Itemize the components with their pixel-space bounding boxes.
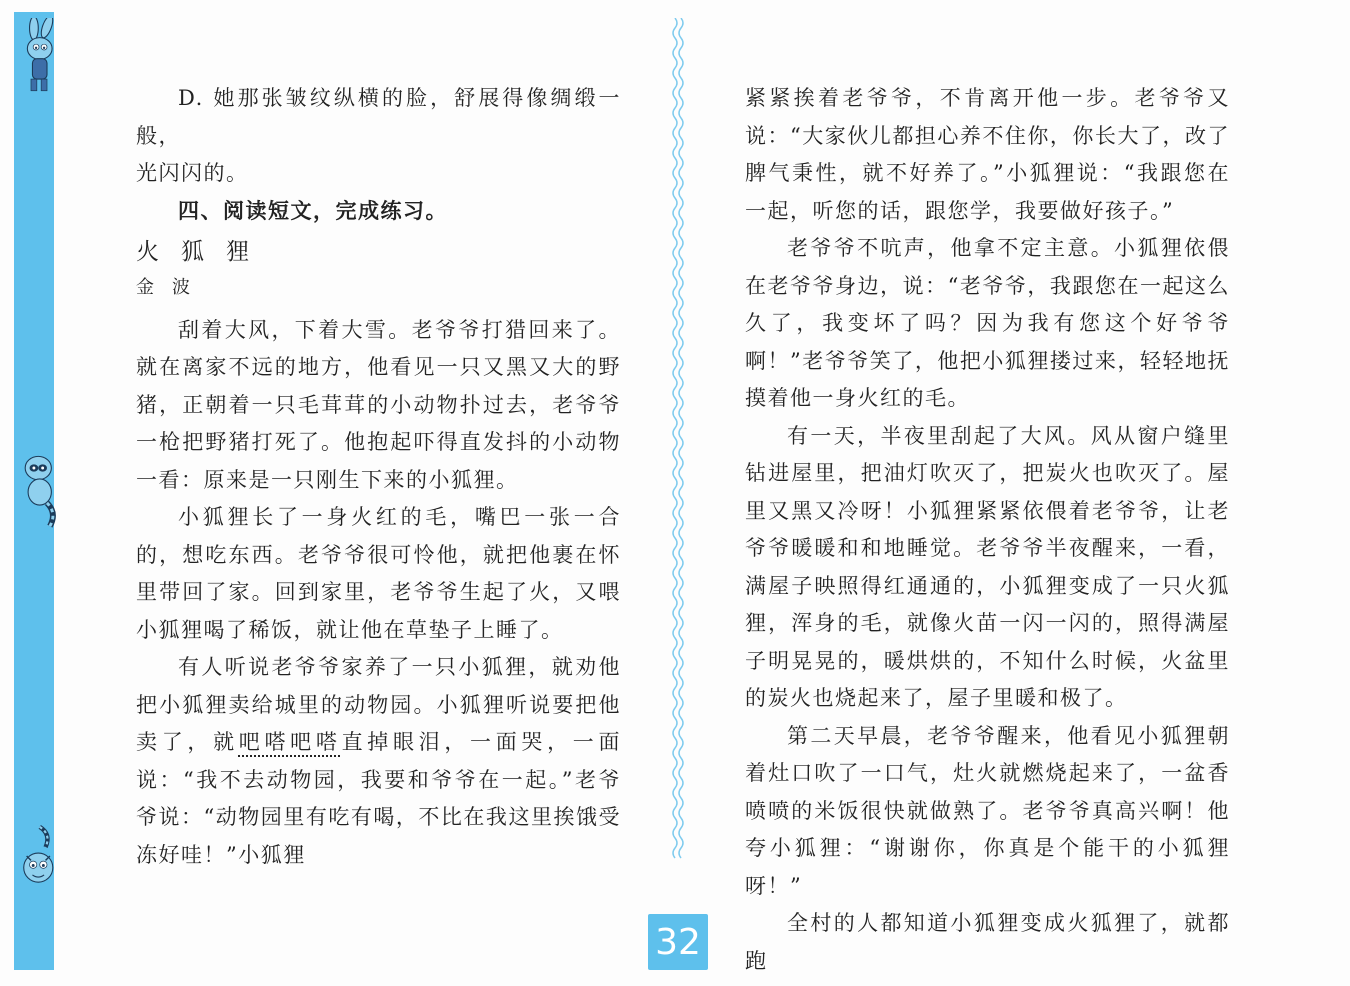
paragraph: 第二天早晨，老爷爷醒来，他看见小狐狸朝着灶口吹了一口气，灶火就燃烧起来了，一盆香喷喷的米饭很快就做熟了。老爷爷真高兴啊！他夸小狐狸：“谢谢你，你真是个能干的小狐狸呀！” — [745, 723, 1230, 898]
paragraph: 有一天，半夜里刮起了大风。风从窗户缝里钻进屋里，把油灯吹灭了，把炭火也吹灭了。屋里又黑又冷呀！小狐狸紧紧依偎着老爷爷，让老爷爷暖暖和和地睡觉。老爷爷半夜醒来，一看，满屋子映照得红通通的，小狐狸变成了一只火狐狸，浑身的毛，就像火苗一闪一闪的，照得满屋子明晃晃的，暖烘烘的，不知什么时候，火盆里的炭火也烧起来了，屋子里暖和极了。 — [745, 423, 1230, 710]
paragraph-text: 直掉眼泪，一面哭，一面说：“我不去动物园，我要和爷爷在一起。”老爷爷说：“动物园里有吃有喝，不比在我这里挨饿受冻好哇！”小狐狸 — [136, 730, 622, 867]
paragraph: 全村的人都知道小狐狸变成火狐狸了，就都跑 — [745, 911, 1230, 973]
rabbit-mascot-icon — [10, 18, 68, 98]
story-title: 火狐狸 — [136, 239, 271, 265]
paragraph: 老爷爷不吭声，他拿不定主意。小狐狸依偎在老爷爷身边，说：“老爷爷，我跟您在一起这么久了，我变坏了吗？因为我有您这个好爷爷啊！”老爷爷笑了，他把小狐狸搂过来，轻轻地抚摸着他一身火红的毛。 — [745, 236, 1230, 410]
paragraph: 小狐狸长了一身火红的毛，嘴巴一张一合的，想吃东西。老爷爷很可怜他，就把他裹在怀里带回了家。回到家里，老爷爷生起了火，又喂小狐狸喝了稀饭，就让他在草垫子上睡了。 — [136, 505, 621, 642]
tiger-mascot-icon — [10, 824, 68, 904]
paragraph — [136, 649, 621, 874]
option-d-line2: 光闪闪的。 — [136, 161, 249, 185]
paragraph-continuation: 紧紧挨着老爷爷，不肯离开他一步。老爷爷又说：“大家伙儿都担心养不住你，你长大了，改了脾气秉性，就不好养了。”小狐狸说：“我跟您在一起，听您的话，跟您学，我要做好孩子。” — [745, 86, 1230, 223]
option-d-line1: D. 她那张皱纹纵横的脸，舒展得像绸缎一般， — [136, 86, 621, 148]
left-page-text — [136, 80, 621, 874]
raccoon-mascot-icon — [10, 452, 68, 532]
story-author: 金波 — [136, 276, 208, 298]
page-number: 32 — [648, 914, 708, 970]
paragraph-text: 有人听说老爷爷家养了一只小狐狸，就劝他把小狐狸卖给城里的动物园。小狐狸听说要把他卖了，就 — [136, 655, 621, 754]
emphasized-phrase: 吧嗒吧嗒 — [238, 730, 342, 754]
paragraph: 刮着大风，下着大雪。老爷爷打猎回来了。就在离家不远的地方，他看见一只又黑又大的野猪，正朝着一只毛茸茸的小动物扑过去，老爷爷一枪把野猪打死了。他抱起吓得直发抖的小动物一看：原来是一只刚生下来的小狐狸。 — [136, 317, 621, 492]
section-title: 四、阅读短文，完成练习。 — [178, 198, 448, 223]
right-page-text — [745, 80, 1230, 980]
page-divider — [670, 18, 686, 898]
